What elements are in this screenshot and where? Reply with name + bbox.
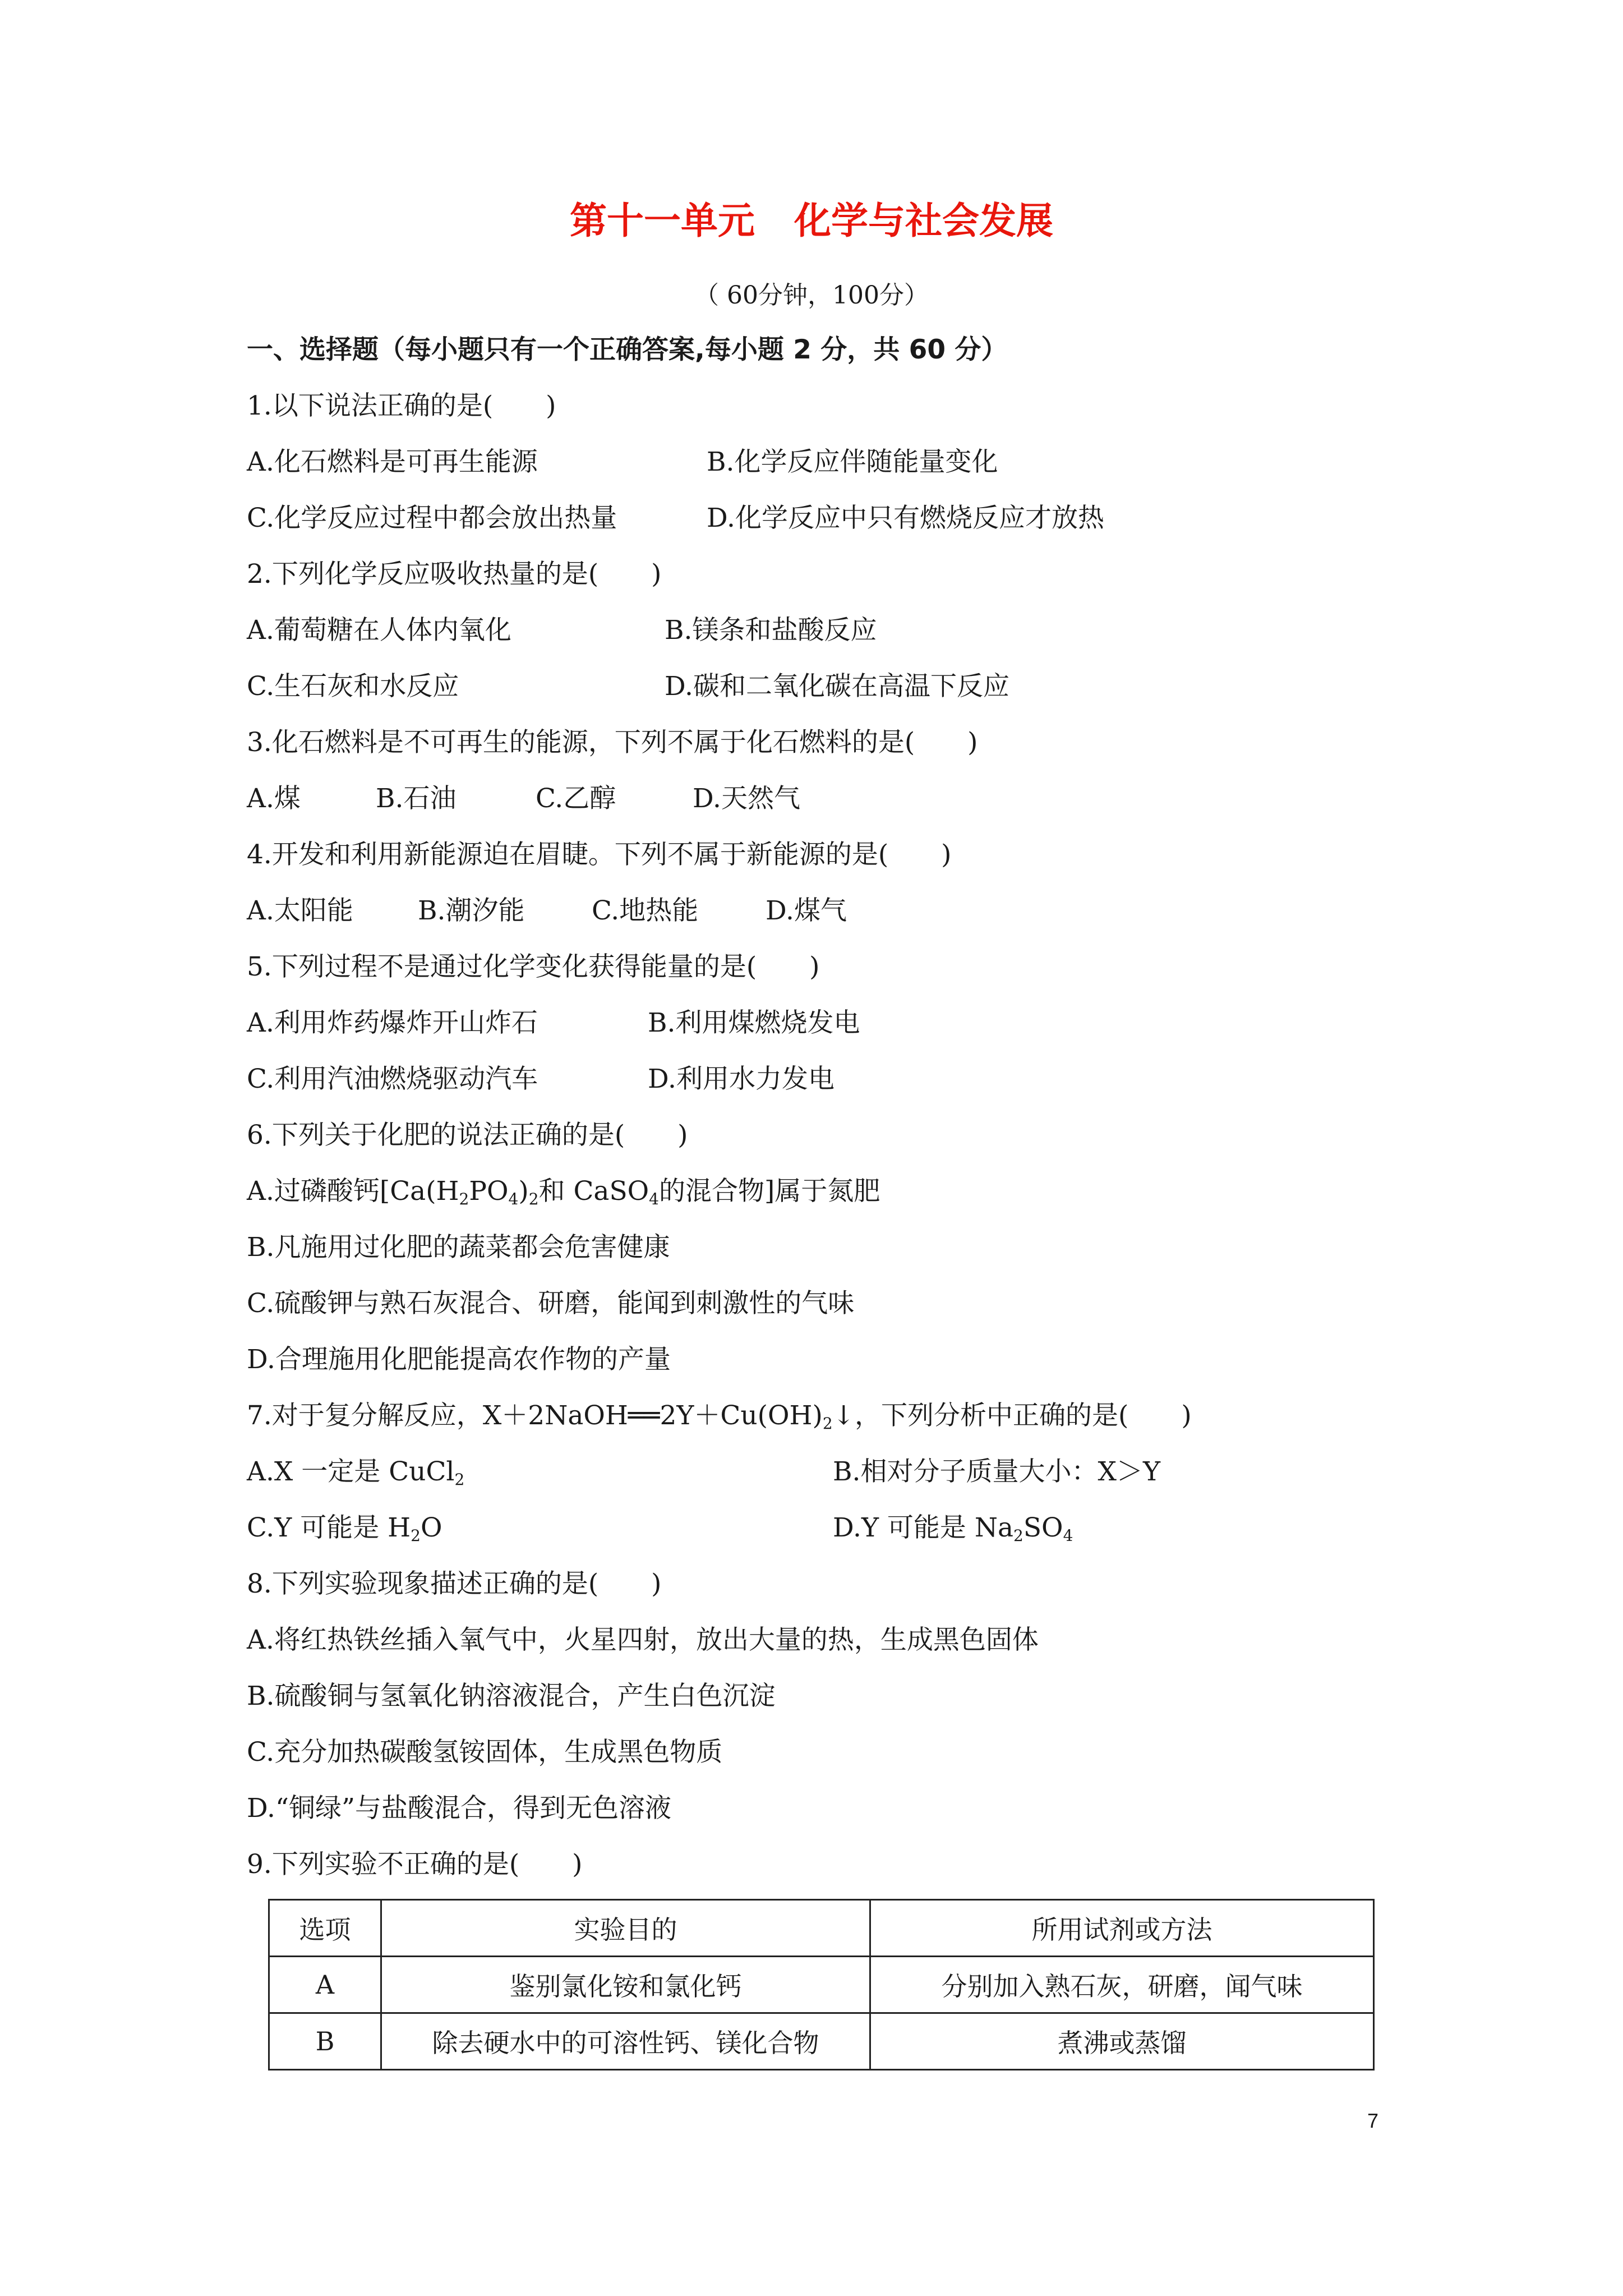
question-6-stem: 6.下列关于化肥的说法正确的是( ) [247,1120,688,1151]
question-5-stem: 5.下列过程不是通过化学变化获得能量的是( ) [247,951,820,982]
page-number: 7 [1367,2109,1379,2132]
question-4-option-a: A.太阳能 [247,895,353,926]
question-6-option-c: C.硫酸钾与熟石灰混合、研磨，能闻到刺激性的气味 [247,1288,855,1319]
question-1-option-d: D.化学反应中只有燃烧反应才放热 [707,503,1104,533]
question-8-option-a: A.将红热铁丝插入氧气中，火星四射，放出大量的热，生成黑色固体 [247,1625,1039,1655]
question-1-option-b: B.化学反应伴随能量变化 [707,447,998,477]
question-3-option-d: D.天然气 [693,783,800,814]
question-6-option-d: D.合理施用化肥能提高农作物的产量 [247,1344,671,1375]
question-4-stem: 4.开发和利用新能源迫在眉睫。下列不属于新能源的是( ) [247,839,952,870]
question-2-option-a: A.葡萄糖在人体内氧化 [247,615,511,646]
table-cell: 煮沸或蒸馏 [870,2013,1374,2070]
question-7-option-b: B.相对分子质量大小：X＞Y [833,1456,1160,1487]
question-6-option-a: A.过磷酸钙[$Ca(H_2PO_4)_2$和 CaSO$_4$的混合物]属于氮肥 [247,1176,880,1208]
table-header-cell: 实验目的 [381,1900,870,1957]
title-unit: 第十一单元 [570,199,755,242]
question-7-option-a: A.X 一定是 CuCl$_2$ [247,1456,465,1489]
question-9-table [268,1899,1375,2070]
question-5-option-b: B.利用煤燃烧发电 [648,1007,860,1038]
table-cell: 除去硬水中的可溶性钙、镁化合物 [381,2013,870,2070]
question-2-option-d: D.碳和二氧化碳在高温下反应 [665,671,1009,702]
question-2-option-c: C.生石灰和水反应 [247,671,459,702]
question-7-option-c: C.Y 可能是 $H_2O$ [247,1512,442,1545]
table-header-cell: 所用试剂或方法 [870,1900,1374,1957]
question-7-option-d: D.Y 可能是 $Na_2SO_4$ [833,1512,1073,1545]
exam-duration-score: （ 60分钟，100分） [694,281,929,310]
table-header-row [269,1900,1374,1957]
question-8-option-b: B.硫酸铜与氢氧化钠溶液混合，产生白色沉淀 [247,1681,776,1711]
question-4-option-d: D.煤气 [766,895,847,926]
title-topic: 化学与社会发展 [794,199,1053,242]
table-row [269,1957,1374,2013]
question-7-stem: 7.对于复分解反应，$X+2NaOH══2Y+Cu(OH)_2↓$，下列分析中正确的是( ) [247,1400,1192,1433]
table-cell: 分别加入熟石灰，研磨，闻气味 [870,1957,1374,2013]
question-4-option-c: C.地热能 [592,895,699,926]
question-1-option-c: C.化学反应过程中都会放出热量 [247,503,617,533]
question-9-stem: 9.下列实验不正确的是( ) [247,1849,583,1880]
question-5-option-d: D.利用水力发电 [648,1064,834,1094]
page-title [0,191,1623,244]
question-3-option-b: B.石油 [376,783,457,814]
question-5-option-a: A.利用炸药爆炸开山炸石 [247,1007,538,1038]
question-5-option-c: C.利用汽油燃烧驱动汽车 [247,1064,538,1094]
question-8-stem: 8.下列实验现象描述正确的是( ) [247,1568,662,1599]
question-6-option-b: B.凡施用过化肥的蔬菜都会危害健康 [247,1232,670,1263]
table-row [269,2013,1374,2070]
question-3-stem: 3.化石燃料是不可再生的能源，下列不属于化石燃料的是( ) [247,727,978,758]
table-cell: B [269,2013,381,2070]
question-8-option-d: D.“铜绿”与盐酸混合，得到无色溶液 [247,1793,672,1824]
question-1-stem: 1.以下说法正确的是( ) [247,390,556,421]
section-heading-multiple-choice: 一、选择题（每小题只有一个正确答案,每小题 2 分，共 60 分） [247,334,1008,365]
table-header-cell: 选项 [269,1900,381,1957]
question-3-option-c: C.乙醇 [536,783,616,814]
question-2-stem: 2.下列化学反应吸收热量的是( ) [247,559,662,590]
question-4-option-b: B.潮汐能 [418,895,525,926]
question-2-option-b: B.镁条和盐酸反应 [665,615,877,646]
question-8-option-c: C.充分加热碳酸氢铵固体，生成黑色物质 [247,1737,723,1768]
question-3-option-a: A.煤 [247,783,301,814]
table-cell: 鉴别氯化铵和氯化钙 [381,1957,870,2013]
question-1-option-a: A.化石燃料是可再生能源 [247,447,538,477]
table-cell: A [269,1957,381,2013]
